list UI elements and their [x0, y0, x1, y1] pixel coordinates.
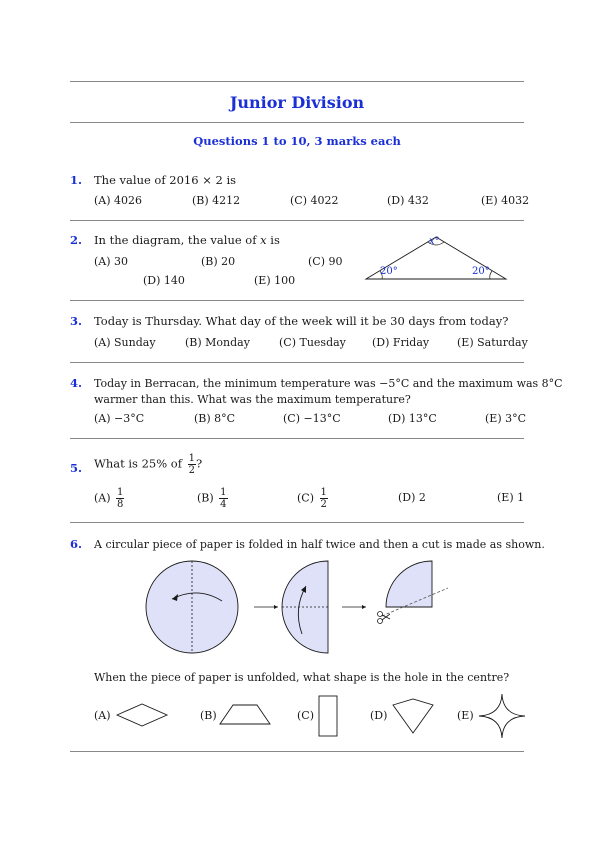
- option-a: (A) 4026: [94, 194, 143, 207]
- question-number: 4.: [70, 376, 83, 390]
- question-text-line-1: Today in Berracan, the minimum temperature was −5°C and the maximum was 8°C: [94, 377, 563, 390]
- option-e: (E) Saturday: [457, 336, 528, 349]
- option-e: (E) 100: [254, 274, 296, 287]
- page-title: Junior Division: [229, 93, 365, 112]
- option-b: (B) 4212: [192, 194, 241, 207]
- section-subtitle: Questions 1 to 10, 3 marks each: [193, 134, 401, 148]
- angle-label-left: 20°: [380, 266, 398, 277]
- step-arrow-head: [274, 605, 278, 609]
- question-divider: [70, 438, 524, 439]
- option-a: (A): [94, 709, 111, 722]
- option-d: (D) 13°C: [388, 412, 437, 425]
- option-c-rectangle: [318, 695, 338, 737]
- question-text: A circular piece of paper is folded in half twice and then a cut is made as shown.: [94, 538, 545, 551]
- option-a: (A) Sunday: [94, 336, 156, 349]
- option-b-trapezium: [219, 703, 271, 727]
- option-e: (E) 1: [497, 491, 525, 504]
- option-d: (D) Friday: [372, 336, 430, 349]
- option-e: (E): [457, 709, 474, 722]
- question-number: 5.: [70, 461, 83, 475]
- option-a-rhombus: [116, 703, 168, 727]
- option-e-star: [478, 693, 526, 739]
- angle-arc-right: [490, 271, 492, 279]
- fraction: $\frac{1}{2}$: [188, 453, 196, 476]
- option-b: (B) 20: [201, 255, 236, 268]
- option-b: (B) $\frac{1}{4}$: [197, 487, 227, 510]
- title-rule: [70, 122, 524, 123]
- option-d: (D) 432: [387, 194, 429, 207]
- question-number: 1.: [70, 173, 83, 187]
- question-number: 3.: [70, 314, 83, 328]
- paper-quarter-circle: [386, 561, 432, 607]
- question-number: 6.: [70, 537, 83, 551]
- question-divider: [70, 220, 524, 221]
- question-text-line-2: warmer than this. What was the maximum temperature?: [94, 393, 411, 406]
- paper-semicircle: [282, 561, 328, 653]
- question-divider: [70, 362, 524, 363]
- option-d: (D): [370, 709, 388, 722]
- question-text: In the diagram, the value of x is: [94, 233, 280, 247]
- question-text: The value of 2016 × 2 is: [94, 173, 237, 187]
- bottom-rule: [70, 751, 524, 752]
- option-c: (C) 4022: [290, 194, 339, 207]
- step-arrow-head: [362, 605, 366, 609]
- question-divider: [70, 522, 524, 523]
- option-d: (D) 140: [143, 274, 185, 287]
- option-a: (A) 30: [94, 255, 129, 268]
- option-b: (B) 8°C: [194, 412, 236, 425]
- option-c: (C): [297, 709, 314, 722]
- option-b: (B) Monday: [185, 336, 250, 349]
- folding-diagram: [140, 556, 460, 666]
- angle-label-top: x°: [429, 236, 440, 247]
- top-rule: [70, 81, 524, 82]
- option-e: (E) 4032: [481, 194, 530, 207]
- angle-label-right: 20°: [472, 266, 490, 277]
- option-b: (B): [200, 709, 217, 722]
- option-a: (A) $\frac{1}{8}$: [94, 487, 124, 510]
- option-c: (C) Tuesday: [279, 336, 346, 349]
- question-divider: [70, 300, 524, 301]
- question-text: Today is Thursday. What day of the week will it be 30 days from today?: [94, 314, 509, 328]
- option-c: (C) 90: [308, 255, 343, 268]
- question-number: 2.: [70, 233, 83, 247]
- option-c: (C) $\frac{1}{2}$: [297, 487, 327, 510]
- option-c: (C) −13°C: [283, 412, 341, 425]
- question-text-2: When the piece of paper is unfolded, what shape is the hole in the centre?: [94, 671, 510, 684]
- question-text: What is 25% of $\frac{1}{2}$ ?: [94, 453, 203, 476]
- option-d: (D) 2: [398, 491, 426, 504]
- option-a: (A) −3°C: [94, 412, 145, 425]
- option-d-kite: [391, 697, 435, 735]
- option-e: (E) 3°C: [485, 412, 527, 425]
